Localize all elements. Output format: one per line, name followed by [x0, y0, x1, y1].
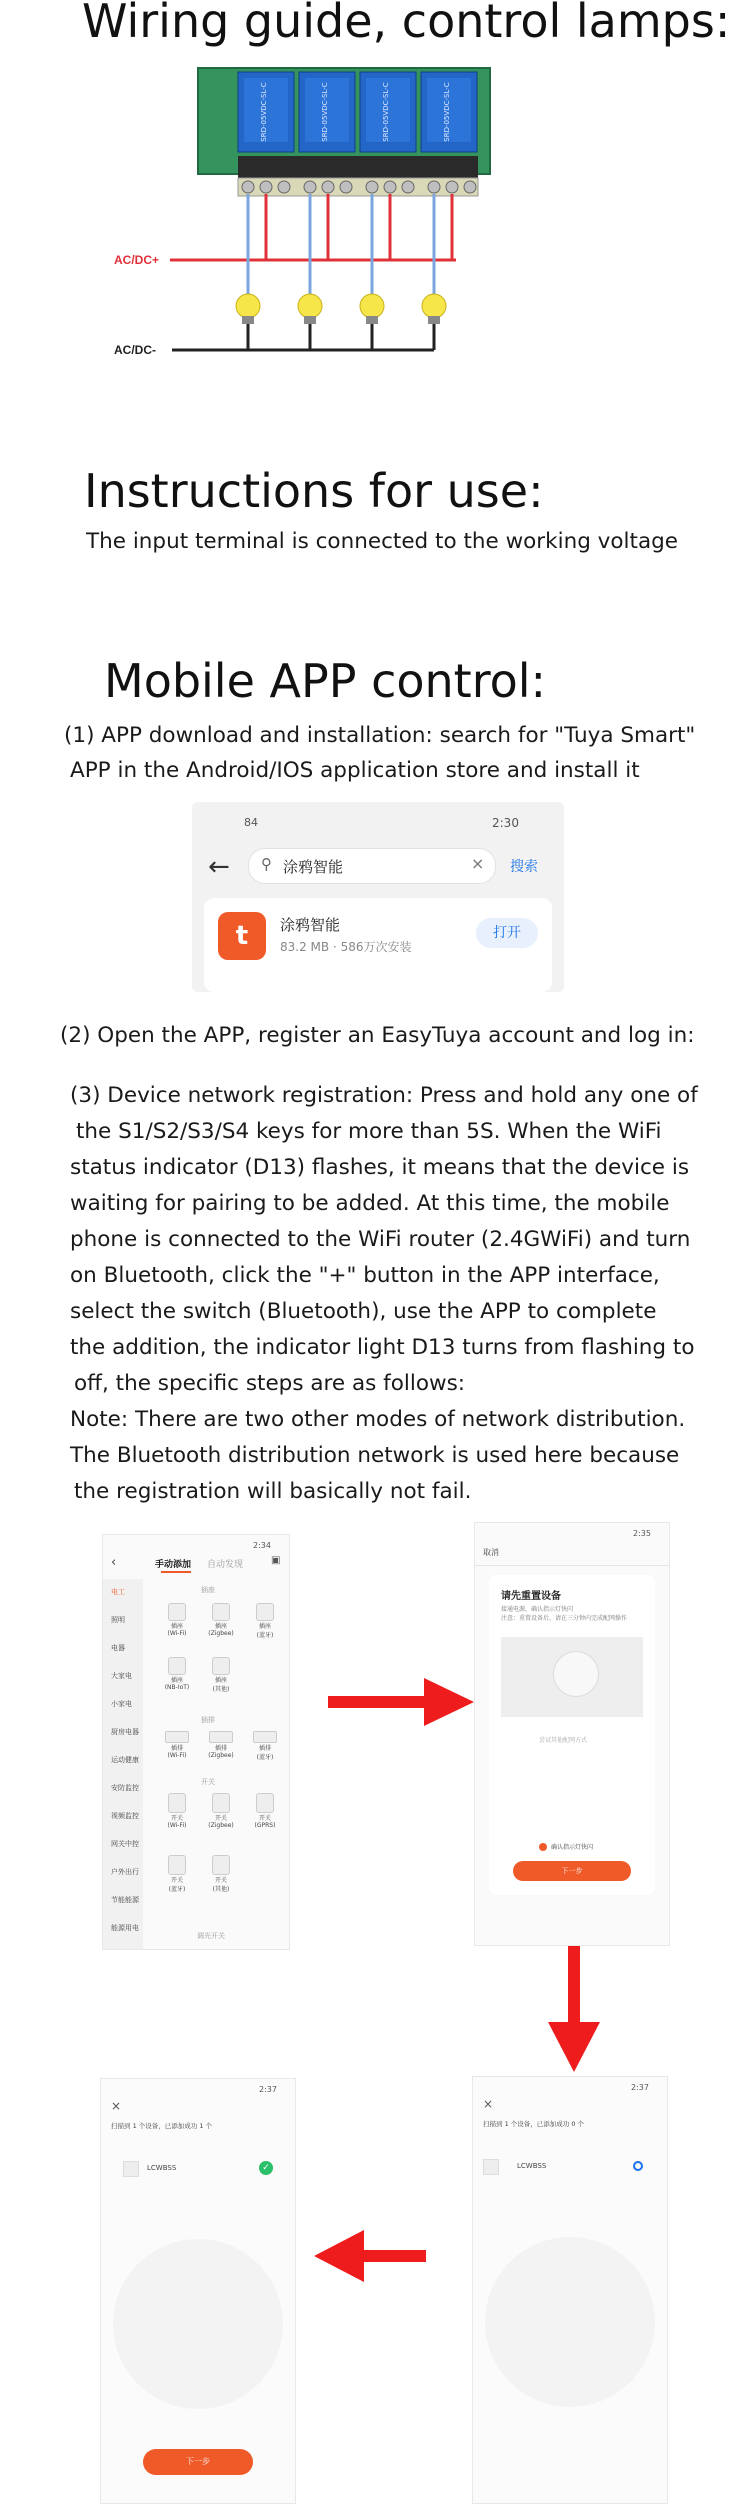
- group-label-switch: 开关: [201, 1778, 215, 1786]
- instructions-title: Instructions for use:: [84, 464, 544, 518]
- phone-screen-reset-device: [474, 1522, 670, 1946]
- cancel-button[interactable]: 取消: [483, 1548, 499, 1557]
- device-tile[interactable]: 插座 (蓝牙): [247, 1603, 283, 1639]
- clear-icon[interactable]: ×: [471, 854, 485, 873]
- strip-icon: [165, 1731, 189, 1743]
- device-tile[interactable]: 插座 (其他): [203, 1657, 239, 1693]
- app-name: 涂鸦智能: [280, 916, 341, 934]
- negative-wires: [172, 324, 434, 350]
- relay-1: [238, 72, 294, 152]
- device-tile[interactable]: 开关 (其他): [203, 1855, 239, 1893]
- lamp-bulbs: [236, 294, 446, 324]
- phone1-time: 2:34: [253, 1541, 271, 1550]
- scan-status: 扫描到 1 个设备，已添加成功 1 个: [111, 2122, 213, 2130]
- tuya-app-icon: t: [218, 912, 266, 960]
- step2-text: (2) Open the APP, register an EasyTuya account and log in:: [60, 1023, 695, 1048]
- back-chevron-icon[interactable]: ‹: [111, 1555, 117, 1570]
- device-name: LCWBSS: [147, 2164, 177, 2172]
- other-mode-link[interactable]: 尝试其他配网方式: [539, 1737, 588, 1744]
- reset-title: 请先重置设备: [501, 1591, 561, 1602]
- scan-icon[interactable]: ▣: [271, 1555, 281, 1566]
- step1-line1: (1) APP download and installation: search for "Tuya Smart": [64, 723, 696, 748]
- device-image: [501, 1637, 643, 1717]
- step3-line: The Bluetooth distribution network is used here because: [70, 1443, 680, 1468]
- sidebar-item[interactable]: 户外出行: [111, 1868, 139, 1876]
- phone-screen-scanning: [472, 2076, 668, 2504]
- device-name: LCWBSS: [517, 2162, 547, 2170]
- lamp-wires: [248, 194, 434, 296]
- sidebar-item[interactable]: 厨房电器: [111, 1728, 139, 1736]
- tab-underline: [161, 1571, 191, 1573]
- socket-grid: [159, 1603, 283, 1703]
- sidebar-item[interactable]: 小家电: [111, 1700, 132, 1708]
- svg-text:SRD-05VDC-SL-C: SRD-05VDC-SL-C: [443, 82, 451, 142]
- group-label-strip: 插排: [201, 1716, 215, 1724]
- step3-line: phone is connected to the WiFi router (2.4GWiFi) and turn: [70, 1227, 691, 1252]
- reset-card: [489, 1575, 655, 1895]
- socket-icon: [168, 1603, 186, 1621]
- switch-icon: [212, 1793, 230, 1813]
- sidebar-item[interactable]: 节能能源: [111, 1896, 139, 1904]
- device-tile[interactable]: 插排 (Zigbee): [203, 1731, 239, 1759]
- device-tile[interactable]: 插座 (Wi-Fi): [159, 1603, 195, 1637]
- search-button[interactable]: 搜索: [510, 859, 538, 875]
- step3-line: select the switch (Bluetooth), use the APP to complete: [70, 1299, 657, 1324]
- step3-line: the registration will basically not fail.: [74, 1479, 472, 1504]
- positive-wires: [170, 194, 456, 260]
- next-button[interactable]: 下一步: [143, 2449, 253, 2475]
- ac-dc-positive-label: AC/DC+: [114, 253, 160, 267]
- step3-line: the S1/S2/S3/S4 keys for more than 5S. When the WiFi: [76, 1119, 662, 1144]
- status-time: 2:30: [492, 816, 519, 830]
- category-sidebar: [103, 1579, 143, 1949]
- sidebar-item[interactable]: 运动健康: [111, 1756, 139, 1764]
- tab-auto-discover[interactable]: 自动发现: [207, 1560, 244, 1570]
- device-tile[interactable]: 开关 (Zigbee): [203, 1793, 239, 1829]
- step3-line: off, the specific steps are as follows:: [74, 1371, 466, 1396]
- strip-grid: [159, 1731, 283, 1775]
- socket-icon: [256, 1603, 274, 1621]
- search-input[interactable]: ⚲ 涂鸦智能 ×: [248, 848, 496, 884]
- reset-description: 接通电源，确认指示灯快闪 注意：重置设备后，请在三分钟内完成配网操作: [501, 1606, 628, 1622]
- sidebar-item[interactable]: 视频监控: [111, 1812, 139, 1820]
- ac-dc-negative-label: AC/DC-: [114, 343, 156, 357]
- strip-icon: [209, 1731, 233, 1743]
- phone2-time: 2:35: [633, 1529, 651, 1538]
- step3-paragraph: [70, 1078, 698, 1510]
- strip-icon: [253, 1731, 277, 1743]
- scan-status: 扫描到 1 个设备，已添加成功 0 个: [483, 2120, 585, 2128]
- sidebar-item[interactable]: 照明: [111, 1616, 125, 1624]
- group-label-dimmer: 调光开关: [197, 1932, 225, 1940]
- instructions-line: The input terminal is connected to the working voltage: [86, 529, 679, 554]
- open-app-button[interactable]: 打开: [476, 918, 538, 948]
- phone-screen-manual-add: [102, 1534, 290, 1950]
- group-label-socket: 插座: [201, 1586, 215, 1594]
- phone-screen-added: [100, 2078, 296, 2504]
- tab-manual-add[interactable]: 手动添加: [155, 1560, 192, 1570]
- next-button[interactable]: 下一步: [513, 1861, 631, 1881]
- search-icon: ⚲: [261, 855, 272, 873]
- relay-wiring-diagram: [100, 64, 520, 374]
- socket-icon: [168, 1657, 186, 1675]
- device-tile[interactable]: 开关 (GPRS): [247, 1793, 283, 1829]
- mobile-app-title: Mobile APP control:: [104, 654, 547, 708]
- back-arrow-icon[interactable]: ←: [208, 852, 230, 882]
- terminal-blocks: [238, 156, 478, 196]
- confirm-label: 确认指示灯快闪: [551, 1844, 594, 1851]
- device-tile[interactable]: 插座 (NB-IoT): [159, 1657, 195, 1691]
- wiring-guide-title: Wiring guide, control lamps:: [82, 0, 731, 48]
- device-tile[interactable]: 开关 (蓝牙): [159, 1855, 195, 1893]
- switch-grid: [159, 1793, 283, 1923]
- scan-background: [485, 2237, 655, 2407]
- step3-line: waiting for pairing to be added. At this time, the mobile: [70, 1191, 670, 1216]
- app-result-card[interactable]: [204, 898, 552, 992]
- switch-icon: [168, 1855, 186, 1875]
- loading-spinner-icon: [633, 2161, 643, 2171]
- step3-line: (3) Device network registration: Press and hold any one of: [70, 1083, 698, 1108]
- switch-icon: [168, 1793, 186, 1813]
- step3-line: Note: There are two other modes of network distribution.: [70, 1407, 686, 1432]
- relay-4: [421, 72, 477, 152]
- sidebar-item[interactable]: 能源用电: [111, 1924, 139, 1932]
- sidebar-item[interactable]: 大家电: [111, 1672, 132, 1680]
- device-tile[interactable]: 插座 (Zigbee): [203, 1603, 239, 1637]
- step3-line: on Bluetooth, click the "+" button in the APP interface,: [70, 1263, 660, 1288]
- step3-line: status indicator (D13) flashes, it means that the device is: [70, 1155, 690, 1180]
- svg-text:SRD-05VDC-SL-C: SRD-05VDC-SL-C: [260, 82, 268, 142]
- device-thumb: [123, 2161, 139, 2177]
- relay-3: [360, 72, 416, 152]
- arrow-right-icon: [328, 1674, 478, 1730]
- scan-background: [113, 2239, 283, 2409]
- device-tile[interactable]: 插排 (Wi-Fi): [159, 1731, 195, 1759]
- arrow-left-icon: [312, 2226, 428, 2286]
- sidebar-item[interactable]: 电工: [111, 1588, 125, 1596]
- close-icon[interactable]: ×: [483, 2097, 494, 2111]
- switch-icon: [212, 1855, 230, 1875]
- svg-text:SRD-05VDC-SL-C: SRD-05VDC-SL-C: [382, 82, 390, 142]
- sidebar-item[interactable]: 电器: [111, 1644, 125, 1652]
- svg-text:SRD-05VDC-SL-C: SRD-05VDC-SL-C: [321, 82, 329, 142]
- app-store-screenshot: [192, 802, 564, 992]
- phone4-time: 2:37: [259, 2085, 277, 2094]
- check-icon[interactable]: [539, 1843, 547, 1851]
- arrow-down-icon: [546, 1946, 602, 2076]
- step1-line2: APP in the Android/IOS application store and install it: [70, 758, 640, 783]
- phone3-time: 2:37: [631, 2083, 649, 2092]
- sidebar-item[interactable]: 安防监控: [111, 1784, 139, 1792]
- step3-line: the addition, the indicator light D13 turns from flashing to: [70, 1335, 695, 1360]
- sidebar-item[interactable]: 网关中控: [111, 1840, 139, 1848]
- success-check-icon: ✓: [259, 2161, 273, 2175]
- status-signal: 84: [244, 816, 258, 829]
- app-meta: 83.2 MB · 586万次安装: [280, 940, 412, 954]
- close-icon[interactable]: ×: [111, 2099, 122, 2113]
- socket-icon: [212, 1657, 230, 1675]
- device-tile[interactable]: 开关 (Wi-Fi): [159, 1793, 195, 1829]
- device-thumb: [483, 2159, 499, 2175]
- device-tile[interactable]: 插排 (蓝牙): [247, 1731, 283, 1761]
- relay-2: [299, 72, 355, 152]
- socket-icon: [212, 1603, 230, 1621]
- switch-icon: [256, 1793, 274, 1813]
